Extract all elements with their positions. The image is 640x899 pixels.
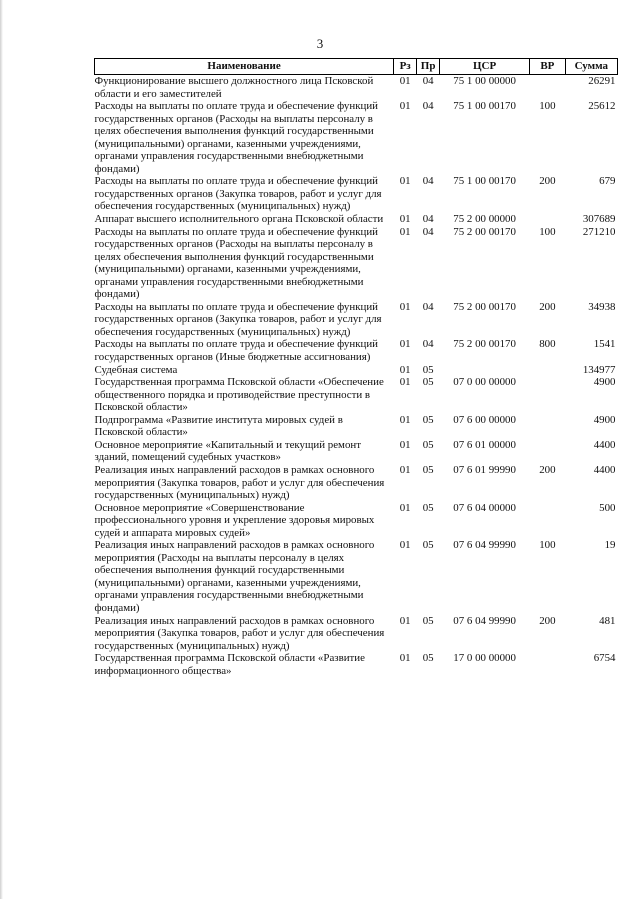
row-name-cell: Расходы на выплаты по оплате труда и обеспечение функций государственных органов (Закупка товаров, работ и услуг для обеспечения государственных (муниципальных) нужд) — [94, 300, 382, 338]
row-sum-cell: 26291 — [588, 75, 616, 87]
row-rz-cell: 01 — [399, 652, 411, 665]
row-sum-cell: 25612 — [588, 100, 616, 113]
row-rz-cell: 01 — [399, 376, 411, 389]
row-name-cell: Судебная система — [94, 363, 178, 376]
row-rz-cell: 01 — [399, 614, 411, 627]
row-pr-cell: 05 — [422, 463, 434, 476]
header-rz: Рз — [394, 59, 417, 75]
header-pr: Пр — [417, 59, 440, 75]
row-name-cell: Реализация иных направлений расходов в рамках основного мероприятия (Расходы на выплаты персоналу в целях обеспечения выполнения функций государственными (муниципальными) органами, казенными учреждениями, органами управления государственными внебюджетными фондами) — [94, 539, 375, 614]
row-rz-cell: 01 — [399, 75, 411, 87]
row-vr-cell — [530, 652, 566, 677]
row-sum-cell: 4900 — [593, 376, 616, 389]
row-sum-cell: 4900 — [593, 413, 616, 426]
table-row — [95, 376, 618, 414]
row-name-cell: Аппарат высшего исполнительного органа Псковской области — [94, 213, 384, 226]
row-rz-cell: 01 — [399, 463, 411, 476]
row-csr-cell: 75 2 00 00170 — [453, 338, 516, 351]
header-vr: ВР — [530, 59, 566, 75]
row-csr-cell: 07 6 04 99990 — [453, 614, 516, 627]
row-rz-cell: 01 — [399, 413, 411, 426]
row-rz-cell: 01 — [399, 363, 411, 376]
row-vr-cell: 200 — [539, 300, 556, 313]
row-csr-cell: 07 6 04 00000 — [453, 501, 516, 514]
row-vr-cell: 800 — [539, 338, 556, 351]
row-rz-cell: 01 — [399, 213, 411, 226]
row-vr-cell: 200 — [539, 175, 556, 188]
row-vr-cell — [530, 376, 566, 414]
table-header-row — [95, 59, 618, 75]
row-sum-cell: 307689 — [582, 213, 616, 226]
table-row — [95, 226, 618, 301]
table-row — [95, 502, 618, 540]
table-row — [95, 75, 618, 101]
row-csr-cell: 75 2 00 00170 — [453, 225, 516, 238]
row-pr-cell: 04 — [422, 225, 434, 238]
table-body — [95, 75, 618, 678]
row-pr-cell: 05 — [422, 652, 434, 665]
row-pr-cell: 05 — [422, 363, 434, 376]
row-sum-cell: 34938 — [588, 300, 616, 313]
row-name-cell: Расходы на выплаты по оплате труда и обеспечение функций государственных органов (Закупка товаров, работ и услуг для обеспечения государственных (муниципальных) нужд) — [94, 175, 382, 213]
row-name-cell: Расходы на выплаты по оплате труда и обеспечение функций государственных органов (Расходы на выплаты персоналу в целях обеспечения выполнения функций государственными (муниципальными) органами, казенными учреждениями, органами управления государственными внебюджетными фондами) — [94, 225, 378, 301]
row-pr-cell: 04 — [422, 213, 434, 226]
row-csr-cell: 75 2 00 00170 — [453, 300, 516, 313]
table-row — [95, 100, 618, 175]
row-vr-cell: 100 — [539, 100, 556, 113]
table-row — [95, 175, 618, 213]
header-name: Наименование — [95, 59, 394, 75]
row-vr-cell: 100 — [539, 539, 556, 552]
row-name-cell: Государственная программа Псковской области «Обеспечение общественного порядка и противодействие преступности в Псковской области» — [94, 376, 384, 414]
row-name-cell: Основное мероприятие «Совершенствование профессионального уровня и укрепление здоровья мировых судей и аппарата мировых судей» — [94, 501, 375, 539]
row-vr-cell: 100 — [539, 225, 556, 238]
row-vr-cell — [530, 502, 566, 540]
row-sum-cell: 4400 — [593, 438, 616, 451]
table-row — [95, 213, 618, 226]
row-rz-cell: 01 — [399, 501, 411, 514]
row-pr-cell: 05 — [422, 376, 434, 389]
row-name-cell: Расходы на выплаты по оплате труда и обеспечение функций государственных органов (Расходы на выплаты персоналу в целях обеспечения выполнения функций государственными (муниципальными) органами, казенными учреждениями, органами управления государственными внебюджетными фондами) — [94, 100, 378, 175]
row-csr-cell: 17 0 00 00000 — [453, 652, 516, 665]
row-csr-cell — [440, 364, 530, 377]
row-vr-cell — [530, 75, 566, 101]
header-sum: Сумма — [565, 59, 617, 75]
header-csr: ЦСР — [440, 59, 530, 75]
row-csr-cell: 75 1 00 00000 — [453, 75, 516, 87]
row-csr-cell: 75 1 00 00170 — [453, 175, 516, 188]
row-vr-cell — [530, 414, 566, 439]
row-pr-cell: 04 — [422, 100, 434, 113]
row-name-cell: Реализация иных направлений расходов в рамках основного мероприятия (Закупка товаров, работ и услуг для обеспечения государственных (муниципальных) нужд) — [94, 614, 385, 652]
scan-edge — [0, 0, 3, 899]
row-sum-cell: 6754 — [593, 652, 616, 665]
row-csr-cell: 75 1 00 00170 — [453, 100, 516, 113]
row-sum-cell: 271210 — [582, 225, 616, 238]
table-row — [95, 301, 618, 339]
table-row — [95, 615, 618, 653]
row-vr-cell: 200 — [539, 614, 556, 627]
row-pr-cell: 04 — [422, 175, 434, 188]
row-sum-cell: 481 — [599, 614, 616, 627]
row-csr-cell: 07 6 00 00000 — [453, 413, 516, 426]
row-sum-cell: 500 — [599, 501, 616, 514]
row-csr-cell: 07 6 01 00000 — [453, 438, 516, 451]
row-vr-cell — [530, 439, 566, 464]
row-csr-cell: 07 0 00 00000 — [453, 376, 516, 389]
row-pr-cell: 04 — [422, 75, 434, 87]
row-name-cell: Основное мероприятие «Капитальный и текущий ремонт зданий, помещений судебных участков» — [94, 438, 361, 464]
row-pr-cell: 05 — [422, 614, 434, 627]
table-row — [95, 464, 618, 502]
row-pr-cell: 04 — [422, 338, 434, 351]
table-row — [95, 364, 618, 377]
table-row — [95, 439, 618, 464]
budget-table — [94, 58, 618, 677]
row-rz-cell: 01 — [399, 300, 411, 313]
row-name-cell: Реализация иных направлений расходов в рамках основного мероприятия (Закупка товаров, работ и услуг для обеспечения государственных (муниципальных) нужд) — [94, 463, 385, 502]
row-rz-cell: 01 — [399, 225, 411, 238]
row-sum-cell: 4400 — [593, 463, 616, 476]
table-row — [95, 539, 618, 614]
page-number: 3 — [316, 36, 324, 51]
row-csr-cell: 75 2 00 00000 — [453, 213, 516, 226]
row-pr-cell: 04 — [422, 300, 434, 313]
row-rz-cell: 01 — [399, 175, 411, 188]
table-row — [95, 414, 618, 439]
row-vr-cell: 200 — [539, 463, 556, 476]
row-sum-cell: 1541 — [593, 338, 616, 351]
row-rz-cell: 01 — [399, 338, 411, 351]
table-row — [95, 338, 618, 363]
row-csr-cell: 07 6 04 99990 — [453, 539, 516, 552]
row-name-cell: Подпрограмма «Развитие института мировых судей в Псковской области» — [94, 413, 343, 439]
row-vr-cell — [530, 213, 566, 226]
row-sum-cell: 134977 — [582, 363, 616, 376]
row-csr-cell: 07 6 01 99990 — [453, 463, 516, 476]
row-sum-cell: 679 — [599, 175, 616, 188]
row-rz-cell: 01 — [399, 438, 411, 451]
row-pr-cell: 05 — [422, 413, 434, 426]
row-name-cell: Функционирование высшего должностного лица Псковской области и его заместителей — [94, 75, 374, 100]
row-name-cell: Расходы на выплаты по оплате труда и обеспечение функций государственных органов (Иные бюджетные ассигнования) — [94, 338, 378, 364]
row-pr-cell: 05 — [422, 438, 434, 451]
row-pr-cell: 05 — [422, 501, 434, 514]
row-rz-cell: 01 — [399, 100, 411, 113]
row-sum-cell: 19 — [604, 539, 616, 552]
row-pr-cell: 05 — [422, 539, 434, 552]
table-row — [95, 652, 618, 677]
row-name-cell: Государственная программа Псковской области «Развитие информационного общества» — [94, 652, 365, 677]
row-rz-cell: 01 — [399, 539, 411, 552]
row-vr-cell — [530, 364, 566, 377]
